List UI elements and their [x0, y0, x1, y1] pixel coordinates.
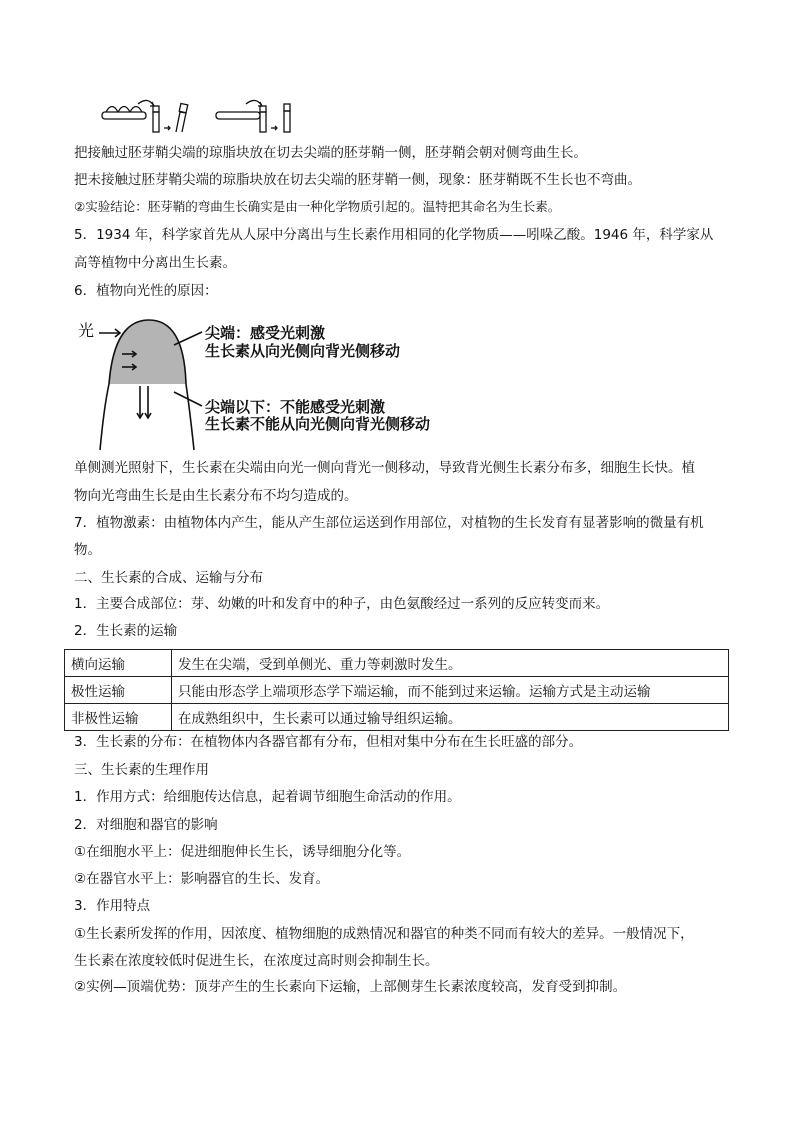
paragraph: ①生长素所发挥的作用，因浓度、植物细胞的成熟情况和器官的种类不同而有较大的差异。一般情况下， — [74, 926, 694, 942]
paragraph: 2．生长素的运输 — [74, 623, 178, 639]
paragraph: 高等植物中分离出生长素。 — [74, 255, 236, 271]
table-cell: 极性运输 — [65, 677, 172, 704]
table-cell: 非极性运输 — [65, 704, 172, 731]
paragraph: 把未接触过胚芽鞘尖端的琼脂块放在切去尖端的胚芽鞘一侧，现象：胚芽鞘既不生长也不弯曲。 — [74, 172, 641, 188]
table-cell: 发生在尖端，受到单侧光、重力等刺激时发生。 — [172, 650, 729, 677]
paragraph: 5．1934 年，科学家首先从人尿中分离出与生长素作用相同的化学物质——吲哚乙酸。1946 年，科学家从 — [74, 227, 714, 243]
paragraph: 3．生长素的分布：在植物体内各器官都有分布，但相对集中分布在生长旺盛的部分。 — [74, 734, 583, 750]
tip-label-line1: 尖端：感受光刺激 — [205, 324, 326, 342]
paragraph: 6．植物向光性的原因： — [74, 283, 218, 299]
paragraph: 物向光弯曲生长是由生长素分布不均匀造成的。 — [74, 488, 358, 504]
table-row — [65, 677, 729, 704]
agar-block-experiment-figure — [98, 96, 308, 136]
section-heading: 三、生长素的生理作用 — [74, 762, 209, 778]
table-cell: 横向运输 — [65, 650, 172, 677]
paragraph: 2．对细胞和器官的影响 — [74, 817, 218, 833]
paragraph: ②实例—顶端优势：顶芽产生的生长素向下运输，上部侧芽生长素浓度较高，发育受到抑制。 — [74, 979, 627, 995]
paragraph: 生长素在浓度较低时促进生长，在浓度过高时则会抑制生长。 — [74, 953, 439, 969]
phototropism-figure — [74, 312, 494, 452]
table-cell: 在成熟组织中，生长素可以通过输导组织运输。 — [172, 704, 729, 731]
auxin-transport-table — [64, 649, 729, 731]
table-row — [65, 650, 729, 677]
paragraph: ②实验结论：胚芽鞘的弯曲生长确实是由一种化学物质引起的。温特把其命名为生长素。 — [74, 199, 561, 214]
tip-label-line2: 生长素从向光侧向背光侧移动 — [205, 342, 401, 360]
below-tip-label-line1: 尖端以下：不能感受光刺激 — [205, 398, 386, 416]
below-tip-label-line2: 生长素不能从向光侧向背光侧移动 — [205, 415, 431, 433]
paragraph: 1．主要合成部位：芽、幼嫩的叶和发育中的种子，由色氨酸经过一系列的反应转变而来。 — [74, 596, 610, 612]
light-label: 光 — [78, 321, 95, 340]
coleoptile-diagram — [74, 312, 214, 452]
paragraph: 7．植物激素：由植物体内产生，能从产生部位运送到作用部位，对植物的生长发育有显著影响的微量有机 — [74, 515, 704, 531]
paragraph: 把接触过胚芽鞘尖端的琼脂块放在切去尖端的胚芽鞘一侧，胚芽鞘会朝对侧弯曲生长。 — [74, 145, 587, 161]
table-cell: 只能由形态学上端项形态学下端运输，而不能到过来运输。运输方式是主动运输 — [172, 677, 729, 704]
paragraph: 3．作用特点 — [74, 898, 151, 914]
section-heading: 二、生长素的合成、运输与分布 — [74, 570, 263, 586]
paragraph: ②在器官水平上：影响器官的生长、发育。 — [74, 871, 330, 887]
table-row — [65, 704, 729, 731]
paragraph: 物。 — [74, 542, 101, 558]
paragraph: 1．作用方式：给细胞传达信息，起着调节细胞生命活动的作用。 — [74, 789, 461, 805]
paragraph: 单侧测光照射下，生长素在尖端由向光一侧向背光一侧移动，导致背光侧生长素分布多，细胞生长快。植 — [74, 460, 695, 476]
paragraph: ①在细胞水平上：促进细胞伸长生长，诱导细胞分化等。 — [74, 844, 411, 860]
